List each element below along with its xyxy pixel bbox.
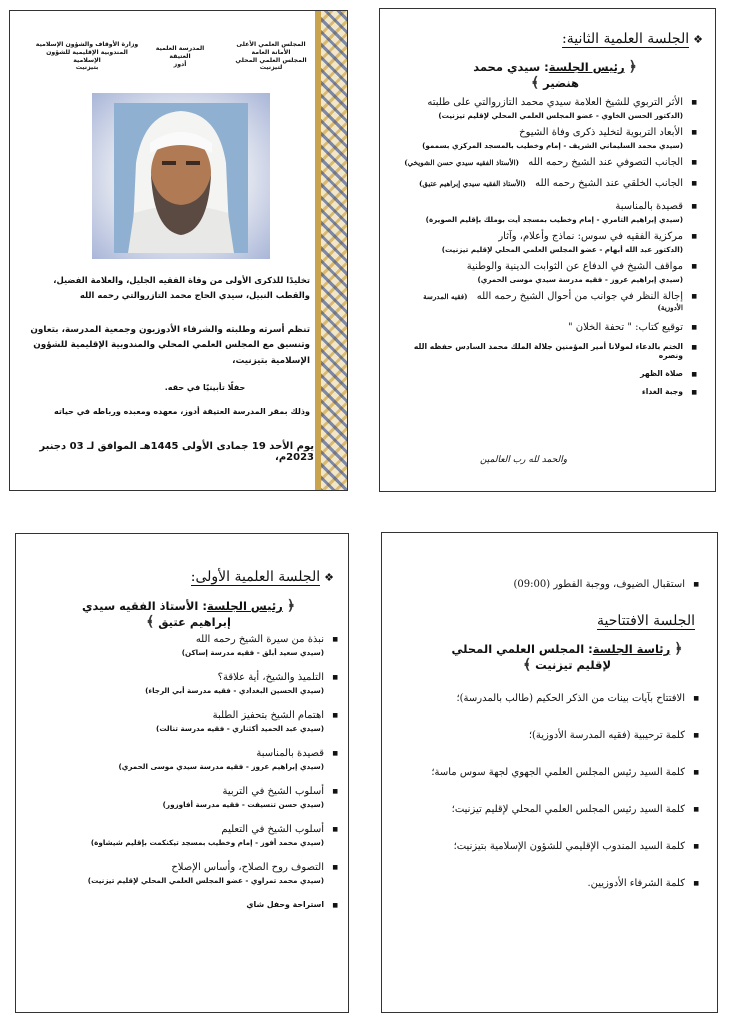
item-title: الجانب الخلقي عند الشيخ رحمه الله xyxy=(535,178,683,189)
item-speaker: (سيدي محمد أفوز - إمام وخطيب بمسجد تيكنكمت بإقليم شيشاوة) xyxy=(90,838,324,847)
item-title: ■ اهتمام الشيخ بتحفيز الطلبة xyxy=(212,710,324,721)
cover-header-left xyxy=(32,41,142,72)
item-title: ■ أسلوب الشيخ في التربية xyxy=(222,786,324,797)
cover-header-center xyxy=(145,45,215,68)
item-speaker: (سيدي محمد السليماني الشريف - إمام وخطيب بالمسجد المركزي بسممو) xyxy=(422,141,683,150)
item-speaker: (سيدي سعيد أبلق - فقيه مدرسة إساكن) xyxy=(181,648,324,657)
cover-page xyxy=(9,10,348,491)
header-line: أدوز xyxy=(173,60,187,68)
agenda-item xyxy=(399,693,699,704)
portrait-illustration xyxy=(114,103,248,253)
president-name: المجلس العلمي المحلي لإقليم تيزنيت xyxy=(451,642,612,672)
item-speaker: (سيدي عبد الحميد أكثناري - فقيه مدرسة تنالت) xyxy=(156,724,324,733)
agenda-item xyxy=(28,634,338,657)
opening-title: الجلسة الافتتاحية xyxy=(597,613,695,629)
item-title: ■ قصيدة بالمناسبة xyxy=(256,748,324,759)
item-speaker: (فقيه المدرسة الأدوزية) xyxy=(423,292,683,312)
cover-paragraph-4: وذلك بمقر المدرسة العتيقة أدوز، معهده ومعبده ورباطه في حياته xyxy=(54,407,310,416)
opening-session-page xyxy=(381,532,718,1013)
item-speaker: (الدكتور الحسن الخاوي - عضو المجلس العلمي المحلي لإقليم تيزنيت) xyxy=(438,111,683,120)
item-speaker: (سيدي الحسين البغدادي - فقيه مدرسة أبي الرجاء) xyxy=(145,686,324,695)
item-speaker: (سيدي محمد تمراوي - عضو المجلس العلمي المحلي لإقليم تيزنيت) xyxy=(87,876,324,885)
agenda-item xyxy=(399,878,699,889)
portrait-photo xyxy=(114,103,248,253)
diamond-star-icon: ❖ xyxy=(324,571,334,584)
agenda-item xyxy=(397,127,697,150)
header-line: الأمانة العامة xyxy=(251,48,291,56)
agenda-item xyxy=(397,342,697,360)
cover-date: يوم الأحد 19 جمادى الأولى 1445هـ الموافق لـ 03 دجنبر 2023م، xyxy=(39,441,314,463)
agenda-item xyxy=(28,824,338,847)
zellige-ornament-strip xyxy=(321,11,348,491)
item-title: ■ كلمة السيد رئيس المجلس العلمي الجهوي لجهة سوس ماسة؛ xyxy=(431,767,685,778)
item-title: ■ قصيدة بالمناسبة xyxy=(615,201,683,212)
agenda-item xyxy=(28,710,338,733)
session-1-page xyxy=(15,533,349,1013)
president-name: الأستاذ الفقيه سيدي إبراهيم عتيق xyxy=(81,599,231,629)
session-1-president: ﴿ رئيس الجلسة: الأستاذ الفقيه سيدي إبراهيم عتيق ﴾ xyxy=(81,598,296,630)
header-line: وزارة الأوقاف والشؤون الإسلامية xyxy=(35,41,139,48)
president-label: رئاسة الجلسة xyxy=(592,642,671,656)
agenda-item xyxy=(397,369,697,378)
session-1-agenda xyxy=(28,634,338,909)
agenda-item xyxy=(28,786,338,809)
opening-heading xyxy=(597,613,695,629)
session-1-heading xyxy=(191,569,334,585)
agenda-item xyxy=(399,804,699,815)
item-title: الجانب التصوفي عند الشيخ رحمه الله xyxy=(528,157,683,168)
item-speaker: (سيدي إبراهيم عروز - فقيه مدرسة سيدي موسى الحمري) xyxy=(477,275,683,284)
session-1-title: الجلسة العلمية الأولى: xyxy=(190,569,321,585)
item-title: ■ الختم بالدعاء لمولانا أمير المؤمنين جلالة الملك محمد السادس حفظه الله ونصره xyxy=(413,342,683,360)
session-2-heading xyxy=(562,31,703,47)
item-speaker: (سيدي إبراهيم التامري - إمام وخطيب بمسجد أيت بوملك بإقليم الصويرة) xyxy=(425,215,683,224)
agenda-item xyxy=(28,748,338,771)
item-title: ■ صلاة الظهر xyxy=(640,369,683,378)
item-speaker: (الأستاذ الفقيه سيدي حسن الشويخي) xyxy=(404,158,520,167)
president-label: رئيس الجلسة xyxy=(206,599,283,613)
agenda-item xyxy=(397,97,697,120)
header-line: المندوبية الإقليمية للشؤون الإسلامية xyxy=(46,48,128,64)
item-title: ■ الأبعاد التربوية لتخليد ذكرى وفاة الشيوخ xyxy=(519,127,683,138)
opening-agenda xyxy=(399,693,699,889)
item-title: ■ كلمة ترحيبية (فقيه المدرسة الأدوزية)؛ xyxy=(528,730,685,741)
agenda-item xyxy=(28,672,338,695)
item-title: ■ مركزية الفقيه في سوس: نماذج وأعلام، وآثار xyxy=(498,231,683,242)
session-2-president: ﴿ رئيس الجلسة: سيدي محمد هنضير ﴾ xyxy=(473,59,637,91)
header-line: المجلس العلمي المحلي لتيزنيت xyxy=(235,56,307,72)
reception-list xyxy=(399,579,699,590)
session-2-agenda xyxy=(397,97,697,396)
item-title: ■ نبذة من سيرة الشيخ رحمه الله xyxy=(195,634,324,645)
item-title: ■ أسلوب الشيخ في التعليم xyxy=(221,824,324,835)
cover-paragraph-2: تنظم أسرته وطلبته والشرفاء الأدوزيون وجمعية المدرسة، بتعاون وتنسيق مع المجلس العلمي المحلي والمندوبية الإقليمية للشؤون الإسلامية بتيزنيت، xyxy=(30,325,310,366)
opening-president: ﴿ رئاسة الجلسة: المجلس العلمي المحلي لإقليم تيزنيت ﴾ xyxy=(451,641,683,673)
closing-phrase: والحمد لله رب العالمين xyxy=(480,455,568,465)
item-title: ■ مواقف الشيخ في الدفاع عن الثوابت الدينية والوطنية xyxy=(466,261,683,272)
president-label: رئيس الجلسة xyxy=(548,60,625,74)
item-title: ■ الافتتاح بآيات بينات من الذكر الحكيم (طالب بالمدرسة)؛ xyxy=(456,693,685,704)
item-speaker: (سيدي حسن تنسيفت - فقيه مدرسة أفاوزور) xyxy=(162,800,324,809)
portrait-frame xyxy=(92,93,270,259)
item-title: ■ الأثر التربوي للشيخ العلامة سيدي محمد التازروالتي على طلبته xyxy=(427,97,683,108)
agenda-item xyxy=(397,157,697,168)
session-2-title: الجلسة العلمية الثانية: xyxy=(562,31,690,47)
item-speaker: (سيدي إبراهيم عروز - فقيه مدرسة سيدي موسى الحمري) xyxy=(118,762,324,771)
item-title: ■ توقيع كتاب: " تحفة الخلان " xyxy=(567,322,683,333)
agenda-item xyxy=(397,201,697,224)
agenda-item xyxy=(397,387,697,396)
header-line: المدرسة العلمية العتيقة xyxy=(155,45,205,60)
agenda-item xyxy=(28,862,338,885)
item-title: ■ وجبة الغداء xyxy=(641,387,683,396)
item-title: ■ استقبال الضيوف، ووجبة الفطور (09:00) xyxy=(513,579,685,590)
agenda-item xyxy=(397,322,697,333)
header-line: المجلس العلمي الأعلى xyxy=(236,41,306,48)
cover-paragraph-3: حفلًا تأبينيًا في حقه. xyxy=(164,383,246,392)
header-line: بتيزنيت xyxy=(75,64,99,72)
agenda-item xyxy=(28,900,338,909)
item-title: ■ استراحة وحفل شاي xyxy=(246,900,324,909)
session-2-page xyxy=(379,8,716,492)
agenda-item xyxy=(397,291,697,313)
item-title: ■ كلمة الشرفاء الأدوزيين. xyxy=(587,878,685,889)
item-title: ■ كلمة السيد المندوب الإقليمي للشؤون الإسلامية بتيزنيت؛ xyxy=(453,841,685,852)
item-speaker: (الدكتور عبد الله أبهام - عضو المجلس العلمي المحلي لإقليم تيزنيت) xyxy=(441,245,683,254)
cover-header-right xyxy=(230,41,312,72)
agenda-item xyxy=(399,767,699,778)
president-name: سيدي محمد هنضير xyxy=(473,60,580,90)
diamond-star-icon: ❖ xyxy=(693,33,703,46)
agenda-item xyxy=(397,231,697,254)
item-speaker: (الأستاذ الفقيه سيدي إبراهيم عتيق) xyxy=(419,179,526,188)
item-title: ■ التصوف روح الصلاح، وأساس الإصلاح xyxy=(171,862,324,873)
item-title: ■ التلميذ والشيخ، أية علاقة؟ xyxy=(217,672,324,683)
agenda-item xyxy=(397,178,697,189)
agenda-item xyxy=(399,579,699,590)
agenda-item xyxy=(399,841,699,852)
cover-paragraph-1: تخليدًا للذكرى الأولى من وفاة الفقيه الجليل، والعلامة الفضيل، والقطب النبيل، سيدي الحاج محمد التازروالتي رحمه الله xyxy=(53,275,310,300)
agenda-item xyxy=(397,261,697,284)
agenda-item xyxy=(399,730,699,741)
item-title: ■ كلمة السيد رئيس المجلس العلمي المحلي لإقليم تيزنيت؛ xyxy=(451,804,685,815)
item-title: إجالة النظر في جوانب من أحوال الشيخ رحمه الله xyxy=(476,291,683,302)
